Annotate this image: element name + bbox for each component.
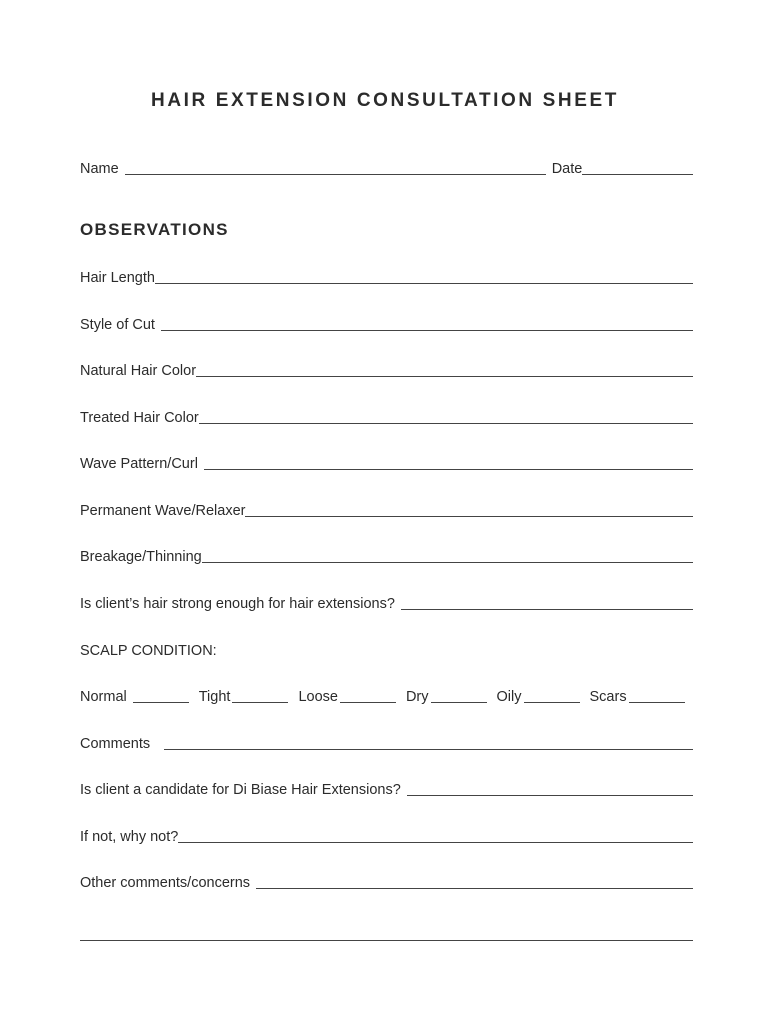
permanent-wave-field[interactable] [245,504,693,517]
scalp-condition-heading: SCALP CONDITION: [80,643,217,659]
scalp-option-oily [497,688,580,706]
permanent-wave-row [80,502,693,520]
other-comments-label: Other comments/concerns [80,875,251,891]
scalp-dry-field[interactable] [431,690,487,703]
scalp-options-row [80,688,685,706]
natural-hair-color-label: Natural Hair Color [80,363,197,379]
candidate-field[interactable] [407,783,693,796]
treated-hair-color-field[interactable] [199,411,693,424]
form-title: HAIR EXTENSION CONSULTATION SHEET [151,90,619,111]
other-comments-field[interactable] [256,876,693,889]
breakage-field[interactable] [202,550,693,563]
wave-pattern-row [80,455,693,473]
scalp-option-scars [590,688,685,706]
style-of-cut-row [80,316,693,334]
hair-strength-field[interactable] [401,597,693,610]
comments-field[interactable] [164,737,693,750]
scalp-oily-field[interactable] [524,690,580,703]
hair-length-label: Hair Length [80,270,155,286]
comments-row [80,735,693,753]
date-label: Date [551,161,583,177]
scalp-option-label: Oily [496,689,522,705]
candidate-row [80,781,693,799]
treated-hair-color-row [80,409,693,427]
style-of-cut-label: Style of Cut [80,317,155,333]
observations-heading: OBSERVATIONS [80,220,229,239]
scalp-loose-field[interactable] [340,690,396,703]
name-date-row [80,160,693,178]
hair-strength-row [80,595,693,613]
why-not-field[interactable] [178,830,693,843]
name-label: Name [80,161,119,177]
breakage-label: Breakage/Thinning [80,549,202,565]
wave-pattern-label: Wave Pattern/Curl [80,456,198,472]
style-of-cut-field[interactable] [161,318,693,331]
why-not-label: If not, why not? [80,829,179,845]
permanent-wave-label: Permanent Wave/Relaxer [80,503,246,519]
natural-hair-color-field[interactable] [196,364,693,377]
hair-length-field[interactable] [155,271,693,284]
date-field[interactable] [582,162,693,175]
candidate-label: Is client a candidate for Di Biase Hair Extensions? [80,782,401,798]
comments-label: Comments [80,736,151,752]
scalp-tight-field[interactable] [232,690,288,703]
scalp-option-normal [80,688,189,706]
scalp-option-loose [298,688,396,706]
natural-hair-color-row [80,362,693,380]
breakage-row [80,548,693,566]
scalp-option-label: Loose [298,689,338,705]
extra-comments-line[interactable] [80,940,693,941]
scalp-option-tight [199,688,289,706]
hair-strength-label: Is client’s hair strong enough for hair extensions? [80,596,395,612]
wave-pattern-field[interactable] [204,457,693,470]
scalp-option-dry [406,688,487,706]
treated-hair-color-label: Treated Hair Color [80,410,199,426]
scalp-option-label: Normal [80,689,127,705]
scalp-normal-field[interactable] [133,690,189,703]
hair-length-row [80,269,693,287]
scalp-option-label: Tight [198,689,231,705]
scalp-scars-field[interactable] [629,690,685,703]
scalp-option-label: Scars [589,689,627,705]
scalp-option-label: Dry [405,689,429,705]
why-not-row [80,828,693,846]
other-comments-row [80,874,693,892]
name-field[interactable] [125,162,546,175]
